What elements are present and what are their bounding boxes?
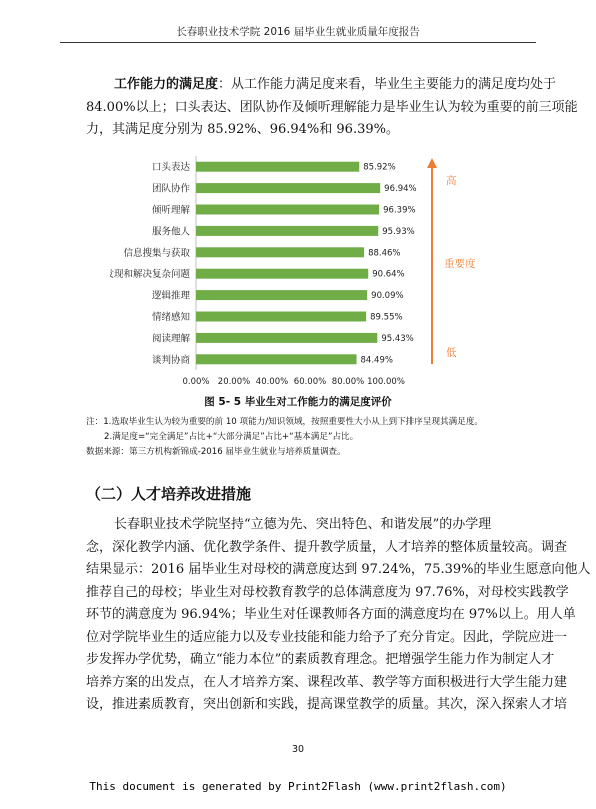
data-label: 96.39%: [383, 205, 416, 216]
data-source: 数据来源：第三方机构新锦成-2016 届毕业生就业与培养质量调查。: [86, 447, 346, 457]
x-tick-label: 40.00%: [255, 377, 289, 387]
annotation-high: 高: [446, 175, 457, 187]
intro-paragraph: [86, 74, 578, 142]
category-label: 阅读理解: [151, 333, 190, 345]
category-label: 信息搜集与获取: [123, 247, 190, 259]
category-label: 情绪感知: [151, 312, 190, 323]
body-line-6: 位对学院毕业生的适应能力以及专业技能和能力给予了充分肯定。因此，学院应进一: [86, 629, 568, 645]
body-line-3: 结果显示：2016 届毕业生对母校的满意度达到 97.24%，75.39%的毕业生愿意向他人: [86, 562, 591, 577]
header-divider: [60, 42, 536, 43]
intro-line-3: 力，其满足度分别为 85.92%、96.94%和 96.39%。: [86, 122, 399, 137]
data-label: 95.93%: [382, 226, 415, 237]
bar: [196, 312, 366, 322]
data-label: 89.55%: [370, 312, 403, 323]
category-label: 发现和解决复杂问题: [110, 269, 190, 281]
bar: [196, 354, 357, 364]
data-label: 84.49%: [360, 355, 393, 366]
annotation-importance: 重要度: [444, 258, 476, 270]
body-line-2: 念，深化教学内涵、优化教学条件、提升教学质量，人才培养的整体质量较高。调查: [86, 539, 568, 555]
bar: [196, 290, 367, 300]
bar: [196, 269, 368, 279]
x-tick-label: 80.00%: [331, 377, 365, 387]
generator-footer: This document is generated by Print2Flash (www.print2flash.com): [89, 780, 507, 793]
body-line-4: 推荐自己的母校；毕业生对母校教育教学的总体满意度为 97.76%，对母校实践教学: [86, 584, 569, 600]
bar: [196, 226, 378, 236]
figure-caption: 图 5- 5 毕业生对工作能力的满足度评价: [204, 396, 392, 408]
intro-line-2: 84.00%以上；口头表达、团队协作及倾听理解能力是毕业生认为较为重要的前三项能: [86, 99, 578, 115]
annotation-low: 低: [446, 347, 457, 359]
category-label: 逻辑推理: [151, 290, 190, 302]
importance-arrow-head: [427, 158, 437, 168]
x-tick-label: 100.00%: [367, 377, 405, 387]
body-line-7: 步发挥办学优势，确立“能力本位”的素质教育理念。把增强学生能力作为制定人才: [86, 652, 555, 667]
body-line-5: 环节的满意度为 96.94%；毕业生对任课教师各方面的满意度均在 97%以上。用人单: [86, 607, 576, 622]
body-line-1: 长春职业技术学院坚持“立德为先、突出特色、和谐发展”的办学理: [114, 517, 492, 532]
data-label: 88.46%: [368, 248, 401, 259]
data-label: 95.43%: [381, 333, 414, 344]
data-label: 90.64%: [372, 269, 405, 280]
page-header: 长春职业技术学院 2016 届毕业生就业质量年度报告: [176, 26, 420, 38]
note-2: 2.满足度=“完全满足”占比+“大部分满足”占比+“基本满足”占比。: [104, 432, 359, 442]
data-label: 85.92%: [363, 162, 396, 173]
category-label: 谈判协商: [151, 354, 190, 366]
x-tick-label: 60.00%: [293, 377, 327, 387]
bar: [196, 162, 359, 172]
category-label: 团队协作: [151, 183, 190, 195]
data-label: 90.09%: [371, 291, 404, 302]
category-label: 口头表达: [151, 162, 190, 174]
intro-line-1: ：从工作能力满足度来看，毕业生主要能力的满足度均处于: [218, 77, 557, 92]
x-tick-label: 20.00%: [217, 377, 251, 387]
body-line-8: 培养方案的出发点，在人才培养方案、课程改革、教学等方面积极进行大学生能力建: [86, 674, 568, 690]
bar: [196, 247, 364, 257]
section-heading: （二）人才培养改进措施: [86, 485, 252, 503]
category-label: 倾听理解: [151, 205, 190, 216]
bar: [196, 205, 379, 215]
data-label: 96.94%: [384, 184, 417, 195]
body-paragraph: [86, 514, 591, 717]
x-tick-label: 0.00%: [182, 377, 210, 387]
note-1: 注：1.选取毕业生认为较为重要的前 10 项能力/知识领域，按照重要性大小从上到下排序呈现其满足度。: [86, 417, 484, 427]
satisfaction-bar-chart: [110, 152, 510, 396]
page-number: 30: [291, 744, 305, 755]
bar: [196, 183, 380, 193]
chart-canvas: [110, 152, 510, 392]
figure-notes: [86, 415, 546, 460]
body-line-9: 设，推进素质教育，突出创新和实践，提高课堂教学的质量。其次，深入探索人才培: [86, 697, 568, 712]
intro-lead: 工作能力的满足度: [114, 77, 219, 92]
bar: [196, 333, 377, 343]
category-label: 服务他人: [151, 226, 190, 238]
